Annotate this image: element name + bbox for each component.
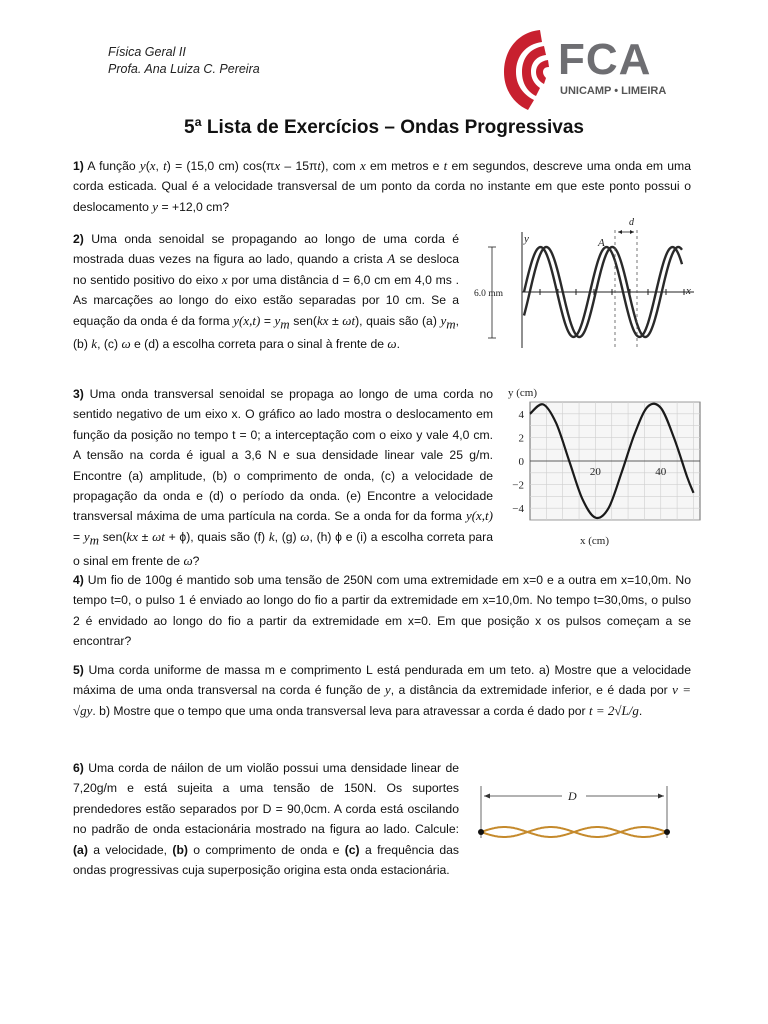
problem-text: ? <box>192 553 200 568</box>
distance-label: d <box>629 217 634 228</box>
math: ω <box>300 528 310 544</box>
problem-text: , (h) ϕ e (i) a escolha correta para o sinal em frente de <box>73 529 493 568</box>
problem-number: 2) <box>73 232 84 246</box>
problem-text: , (b) <box>73 313 459 352</box>
problem-text: se desloca no sentido positivo do eixo <box>73 252 459 287</box>
problem-6 <box>73 758 459 880</box>
math: ω <box>121 336 131 352</box>
problem-text: sen( <box>99 529 127 544</box>
math: ωt <box>152 528 165 544</box>
problem-text: em segundos, descreve uma onda em uma corda esticada. Qual é a velocidade transversal de um ponto da corda no instante em que este ponto possui o deslocamento <box>73 159 691 214</box>
problem-text: . b) Mostre que o tempo que uma onda transversal leva para atravessar a corda é dado por <box>92 703 589 718</box>
problem-text: Uma corda uniforme de massa m e comprimento L está pendurada em um teto. a) Mostre que a velocidade máxima de uma onda transversal na corda é função de <box>73 663 691 698</box>
problem-text: ( <box>145 159 150 173</box>
math: y <box>139 158 146 173</box>
problem-text: = +12,0 cm? <box>158 199 230 214</box>
math: ωt <box>342 312 356 328</box>
math: x <box>274 158 281 173</box>
problem-number: 6) <box>73 761 84 775</box>
math: ω <box>387 336 397 352</box>
math: y(x,t) <box>465 508 493 524</box>
math-subscript: m <box>446 316 456 332</box>
math: ω <box>183 552 193 568</box>
problem-text: Uma corda de náilon de um violão possui uma densidade linear de 7,20g/m e está sujeita a uma tensão de 150N. Os suportes prendedores estão separados por D = 90,0cm. A corda está oscilando no padrão de onda estacionária mostrado na figura ao lado. Calcule: <box>73 761 460 837</box>
problem-2 <box>73 229 459 355</box>
y-tick-label: 4 <box>518 408 524 421</box>
y-tick-label: 0 <box>518 456 524 468</box>
node-right <box>664 829 670 835</box>
problem-text: A função <box>87 159 140 173</box>
x-tick-label: 40 <box>655 466 667 478</box>
y-axis-label: y (cm) <box>508 387 538 399</box>
node-left <box>478 829 484 835</box>
problem-text: e (d) a escolha correta para o sinal à frente de <box>130 337 388 352</box>
problem-4 <box>73 570 691 652</box>
problem-text: ), com <box>321 159 360 173</box>
problem-number: 4) <box>73 573 84 587</box>
standing-wave-figure-problem-6 <box>474 782 674 848</box>
chart-problem-3 <box>500 382 708 552</box>
problem-text: ) = (15,0 cm) cos(π <box>166 159 275 173</box>
course-header <box>108 44 260 78</box>
y-axis-label: y <box>524 233 529 245</box>
distance-label: D <box>568 789 577 803</box>
math: t <box>317 158 322 173</box>
amplitude-label: 6.0 mm <box>474 289 504 299</box>
math: x <box>221 271 228 287</box>
math: y <box>440 312 447 328</box>
item-marker: (a) <box>73 842 88 857</box>
math-subscript: m <box>89 532 99 548</box>
item-marker: (c) <box>344 842 360 857</box>
math: t <box>443 158 448 173</box>
problem-text: . <box>638 703 643 718</box>
problem-text: = <box>73 529 84 544</box>
math: kx <box>126 528 138 544</box>
professor-name: Profa. Ana Luiza C. Pereira <box>108 62 260 76</box>
problem-text: . <box>396 337 400 352</box>
problem-text: , (g) <box>274 529 301 544</box>
problem-text: o comprimento de onda e <box>187 842 345 857</box>
problem-text: , a distância da extremidade inferior, e é dada por <box>390 683 673 698</box>
problem-text: sen( <box>289 313 317 328</box>
problem-text: Uma onda transversal senoidal se propaga ao longo de uma corda no sentido negativo de um eixo x. O gráfico ao lado mostra o deslocamento em função da posição no tempo t = 0; a interceptação com o eixo y vale 4,0 cm. A tensão na corda é igual a 3,6 N e sua densidade linear vale 25 g/m. Encontre (a) amplitude, (b) o comprimento de onda, (c) a velocidade de propagação da onda e (d) o período da onda. (e) Encontre a velocidade transversal máxima de uma partícula na corda. Se a onda for da forma <box>73 387 493 524</box>
wave-figure-problem-2 <box>472 212 704 354</box>
fca-logo-mark-icon <box>500 26 562 110</box>
math: x <box>149 158 156 173</box>
x-axis-label: x <box>686 285 691 297</box>
string-envelope-lower <box>481 827 667 837</box>
math: y <box>152 198 159 214</box>
math: y <box>83 528 90 544</box>
math: k <box>268 528 275 544</box>
item-marker: (b) <box>172 842 188 857</box>
problem-text: Uma onda senoidal se propagando ao longo de uma corda é mostrada duas vezes na figura ao lado, quando a crista <box>73 232 459 267</box>
math: t <box>163 158 167 173</box>
problem-number: 3) <box>73 387 84 401</box>
problem-number: 1) <box>73 159 84 173</box>
fca-logo <box>500 26 670 112</box>
problem-text: – 15π <box>280 159 318 173</box>
y-tick-label: −4 <box>512 503 524 516</box>
problem-text: a velocidade, <box>87 842 173 857</box>
problem-text: Um fio de 100g é mantido sob uma tensão de 250N com uma extremidade em x=0 e a outra em x=10,0m. No tempo t=0, o pulso 1 é enviado ao longo do fio a partir da extremidade em x=10,0m. No tempo t=30,0ms, o pulso 2 é envidado ao longo do fio a partir da extremidade em x=0. Em que posição x os pulsos começam a se encontrar? <box>73 573 691 649</box>
math: y <box>384 682 391 698</box>
course-name: Física Geral II <box>108 45 186 59</box>
problem-text: , (c) <box>97 337 122 352</box>
y-tick-label: 2 <box>518 432 524 445</box>
problem-3 <box>73 384 493 571</box>
math: A <box>387 251 396 267</box>
x-axis-label: x (cm) <box>580 535 610 547</box>
problem-5 <box>73 660 691 721</box>
x-tick-label: 20 <box>589 466 601 478</box>
page-title: 5ª Lista de Exercícios – Ondas Progressivas <box>184 117 584 138</box>
math-subscript: m <box>280 316 290 332</box>
y-tick-label: −2 <box>512 479 524 492</box>
problem-text: em metros e <box>365 159 444 173</box>
math-formula: t = 2√L/g <box>589 702 639 718</box>
problem-text: ± <box>137 529 153 544</box>
problem-text: por uma distância d = 6,0 cm em 4,0 ms . As marcações ao longo do eixo estão separadas por 10 cm. Se a equação da onda é da forma <box>73 272 459 328</box>
logo-text: FCA <box>558 35 652 84</box>
crest-label: A <box>598 237 605 249</box>
logo-subtext: UNICAMP • LIMEIRA <box>560 85 667 97</box>
math: k <box>91 336 98 352</box>
math: y <box>274 312 281 328</box>
problem-text: = <box>260 313 275 328</box>
problem-text: + ϕ), quais são (f) <box>164 529 269 544</box>
problem-text: ± <box>328 313 343 328</box>
problem-text: ), quais são (a) <box>355 313 441 328</box>
problem-text: , <box>155 159 164 173</box>
math: y(x,t) <box>233 312 261 328</box>
y-tick-labels <box>512 409 524 515</box>
math: kx <box>316 312 329 328</box>
math-formula: v = √gy <box>73 682 691 718</box>
problem-1 <box>73 156 691 217</box>
math: x <box>359 158 366 173</box>
problem-text: a frequência das ondas progressivas cuja superposição origina esta onda estacionária. <box>73 842 459 878</box>
problem-number: 5) <box>73 663 84 677</box>
